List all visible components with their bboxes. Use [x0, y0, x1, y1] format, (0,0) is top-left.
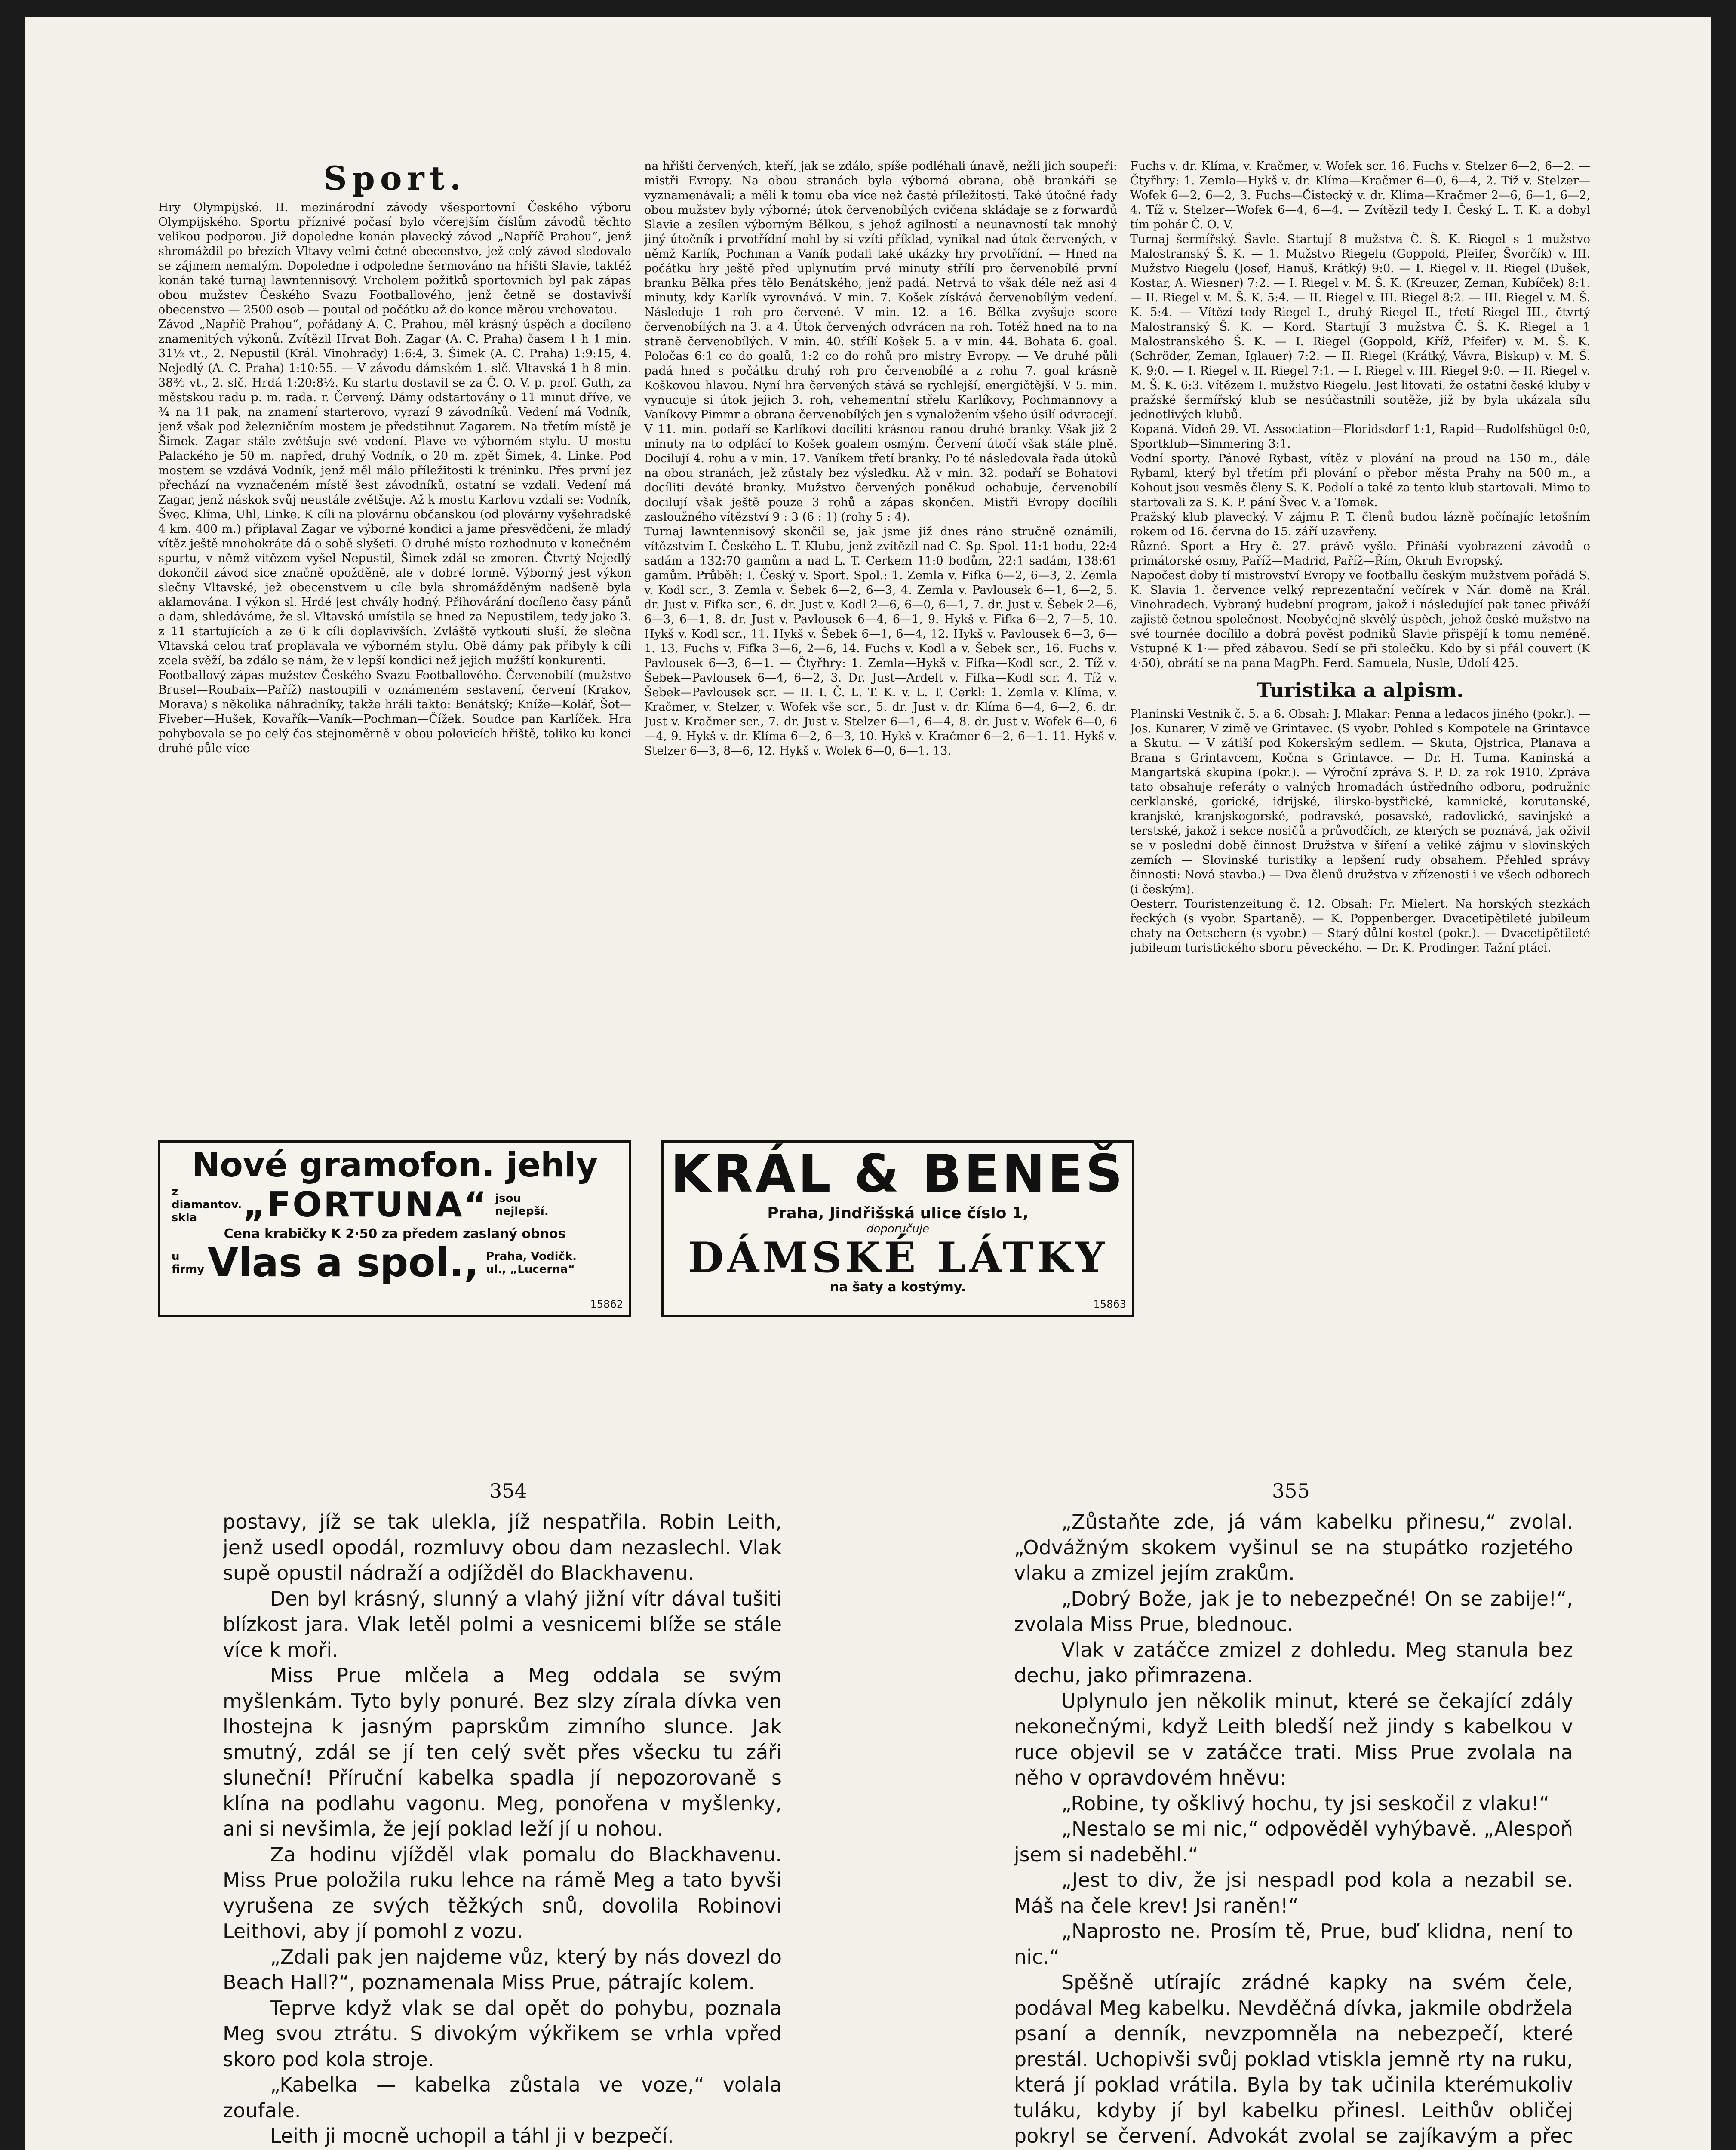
- book-paragraph: Za hodinu vjížděl vlak pomalu do Blackhavenu. Miss Prue položila ruku lehce na rámě Meg a tato byvši vyrušena ze svých těžkých snů, dovolila Robinovi Leithovi, aby jí pomohl z vozu.: [223, 1843, 782, 1943]
- news-paragraph: Fuchs v. dr. Klíma, v. Kračmer, v. Wofek scr. 16. Fuchs v. Stelzer 6—2, 6—2. — Čtyřhry: 1. Zemla—Hykš v. dr. Klíma—Kračmer 6—0, 6—4, 2. Tíž v. Stelzer—Wofek 6—2, 6—2, 3. Fuchs—Čistecký v. dr. Klíma—Kračmer 2—6, 6—1, 6—2, 4. Tíž v. Stelzer—Wofek 6—4, 6—4. — Zvítězil tedy I. Český L. T. K. a dobyl tím pohár Č. O. V.: [1130, 160, 1590, 231]
- ad-gramofon-pre-brand: z diamantov. skla: [172, 1185, 242, 1224]
- book-page-left: [223, 1509, 782, 2150]
- ad-kral-name: KRÁL & BENEŠ: [670, 1144, 1125, 1204]
- sport-heading: Sport.: [323, 159, 467, 197]
- news-paragraph: Turnaj šermířský. Šavle. Startují 8 mužstva Č. Š. K. Riegel s 1 mužstvo Malostranský Š. K. — 1. Mužstvo Riegelu (Goppold, Pfeifer, Švorčík) v. III. Mužstvo Riegelu (Josef, Hanuš, Krátký) 9:0. — I. Riegel v. II. Riegel (Dušek, Kostar, A. Wiesner) 7:2. — I. Riegel v. M. Š. K. (Kreuzer, Zeman, Kubíček) 8:1. — II. Riegel v. M. Š. K. 5:4. — II. Riegel v. III. Riegel 8:2. — III. Riegel v. M. Š. K. 5:4. — Vítězí tedy Riegel I., druhý Riegel II., třetí Riegel III., čtvrtý Malostranský Š. K. — Kord. Startují 3 mužstva Č. Š. K. Riegel a 1 Malostranského Š. K. — I. Riegel (Goppold, Kříž, Pfeifer) v. M. Š. K. (Schröder, Zeman, Iglauer) 7:2. — II. Riegel (Krátký, Vávra, Biskup) v. M. Š. K. 9:0. — I. Riegel v. II. Riegel 7:1. — I. Riegel v. III. Riegel 9:0. — II. Riegel v. M. Š. K. 6:3. Vítězem I. mužstvo Riegelu. Jest litovati, že ostatní české kluby v pražské šermířský klub se nesúčastnili soutěže, již by byla ukázala sílu jednotlivých klubů.: [1130, 233, 1590, 421]
- scanned-page: [25, 17, 1711, 2150]
- book-paragraph: Spěšně utírajíc zrádné kapky na svém čele, podával Meg kabelku. Nevděčná dívka, jakmile obdržela psaní a denník, nevzpomněla na nebezpečí, které prestál. Uchopivši svůj poklad vtiskla jemně rty na ruku, která jí poklad vrátila. Byla by tak učinila kterémukoliv tuláku, kdyby jí byl kabelku přinesl. Leithův obličej pokryl se červení. Advokát zvolal se zajíkavým a přec: [1014, 1971, 1573, 2147]
- news-paragraph: Pražský klub plavecký. V zájmu P. T. členů budou lázně počínajíc letošním rokem od 16. června do 15. září uzavřeny.: [1130, 510, 1590, 538]
- news-paragraph: Vodní sporty. Pánové Rybast, vítěz v plování na proud na 150 m., dále Rybaml, který byl třetím při plování o přebor města Prahy na 500 m., a Kohout jsou vesměs členy S. K. Podolí a také za tento klub startovali. Mimo to startovali za S. K. P. pání Švec V. a Tomek.: [1130, 452, 1590, 509]
- sport-paragraph: Hry Olympijské. II. mezinárodní závody všesportovní Českého výboru Olympijského. Sportu příznivé počasí bylo včerejším číslům závodů těchto velikou podporou. Již dopoledne konán plavecký závod „Napříč Prahou“, jenž shromáždil po březích Vltavy velmi četné obecenstvo, jež celý závod sledovalo se zájmem nemalým. Dopoledne i odpoledne šermováno na hřišti Slavie, taktéž konán také turnaj lawntennisový. Vrcholem požitků sportovních byl pak zápas obou mužstev Českého Svazu Footballového, jenž četně se dostavivší obecenstvo — 2500 osob — poutal od počátku až do konce měrou vrchovatou.: [158, 201, 631, 316]
- ad-gramofon-number: 15862: [590, 1298, 623, 1310]
- turistika-paragraph: Planinski Vestnik č. 5. a 6. Obsah: J. Mlakar: Penna a ledacos jiného (pokr.). — Jos. Kunarer, V zimě ve Grintavec. (S vyobr. Pohled s Kompotele na Grintavce a Skutu. — V zátiší pod Kokerským sedlem. — Skuta, Ojstrica, Planava a Brana s Grintavcem, Kočna s Grintavce. — Dr. H. Tuma. Kaninská a Mangartská skupina (pokr.). — Výroční zpráva S. P. D. za rok 1910. Zpráva tato obsahuje referáty o valných hromadách ústředního odboru, podružnic cerklanské, gorické, idrijské, ilirsko-bystřické, kamnické, korutanské, kranjské, kranjskogorské, podravské, posavské, radovlické, savinjské a terstské, jakož i sekce nosičů a průvodčích, ze kterých se poznává, jak oživil se v poslední době činnost Družstva v šíření a veliké zájmu v slovinských zemích — Slovinské turistiky a lepšení rudy obsahem. Přehled správy činnosti: Nová stavba.) — Dva členů družstva v zřízenosti i ve všech odborech (i českým).: [1130, 707, 1590, 896]
- advertisement-kral-benes: [661, 1140, 1134, 1317]
- football-paragraph: na hřišti červených, kteří, jak se zdálo, spíše podléhali únavě, nežli jich soupeři: mistři Evropy. Na obou stranách byla výborná obrana, obě brankáři se vyznamenávali; a měli k tomu oba více než časté příležitosti. Také útočné řady obou mužstev byly výborné; útok červenobílých cvičena skládaje se z forwardů Slavie a zesílen výborným Bělkou, s jehož agilností a neunavností tak mnohý jiný útočník i prvotřídní mohl by si vzíti příklad, vynikal nad útok červených, v němž Karlík, Pochman a Vaník podali také ukázky hry prvotřídní. — Hned na počátku hry ještě před uplynutím prvé minuty střílí pro červenobílé první branku Bělka přes tělo Benátského, jenž padá. Netrvá to však déle než asi 4 minuty, kdy Karlík vyrovnává. V min. 7. Košek získává červenobílým vedení. Následuje 1 roh pro červené. V min. 12. a 16. Bělka zvyšuje score červenobílých na 3. a 4. Útok červených odvrácen na roh. Totéž hned na to na straně červenobílých. V min. 40. střílí Košek 5. a v min. 44. Bohata 6. goal. Poločas 6:1 co do goalů, 1:2 co do rohů pro mistry Evropy. — Ve druhé půli padá hned s počátku druhý roh pro červenobílé a z rohu 7. goal krásně Koškovou hlavou. Nyní hra červených stává se rychlejší, energičtější. V 5. min. vynucuje si útok jejich 3. roh, vehementní střelu Karlíkovy, Pochmannovy a Vaníkovy Pimmr a obrana červenobílých jen s vynaložením všeho úsilí odvracejí. V 11. min. podaří se Karlíkovi docíliti krásnou ranou druhé branky. Však již 2 minuty na to odplácí to Košek goalem osmým. Červení útočí však stále plně. Docilují 4. rohu a v min. 17. Vaníkem třetí branky. Po té následovala řada útoků na obou stranách, jež zůstaly bez výsledku. Až v min. 32. podaří se Bohatovi docíliti deváté branky. Mužstvo červených poněkud ochabuje, červenobílí docilují však ještě pouze 3 rohů a zápas skončen. Mistři Evropy docílili zasloužného vítězství 9 : 3 (6 : 1) (rohy 5 : 4).: [644, 160, 1117, 524]
- ad-gramofon-firm: Vlas a spol.,: [208, 1240, 479, 1286]
- book-paragraph: Leith ji mocně uchopil a táhl ji v bezpečí.: [270, 2124, 674, 2147]
- turistika-paragraph: Oesterr. Touristenzeitung č. 12. Obsah: Fr. Mielert. Na horských stezkách řeckých (s vyobr. Spartaně). — K. Poppenberger. Dvacetipětileté jubileum chaty na Oetschern (s vyobr.) — Starý důlní kostel (pokr.). — Dvacetipětileté jubileum turistického sboru pěveckého. — Dr. K. Prodinger. Tažní ptáci.: [1130, 897, 1590, 955]
- ad-gramofon-brand: „FORTUNA“: [243, 1185, 489, 1225]
- newspaper-column-1: [158, 159, 631, 1148]
- ad-kral-address: Praha, Jindřišská ulice číslo 1,: [767, 1204, 1029, 1222]
- ad-gramofon-firm-prefix: u firmy: [172, 1250, 205, 1276]
- ad-gramofon-post-brand: jsou nejlepší.: [495, 1192, 549, 1218]
- news-paragraph: Různé. Sport a Hry č. 27. právě vyšlo. Přináší vyobrazení závodů o primátorské osmy, Paříž—Madrid, Paříž—Řím, Okruh Evropský.: [1130, 540, 1590, 568]
- book-paragraph: Den byl krásný, slunný a vlahý jižní vítr dával tušiti blízkost jara. Vlak letěl polmi a vesnicemi blíže se stále více k moři.: [223, 1587, 782, 1662]
- ad-gramofon-firm-row: [160, 1241, 629, 1284]
- page-number-right: 355: [1272, 1479, 1310, 1502]
- ad-kral-note: na šaty a kostýmy.: [830, 1280, 966, 1295]
- book-paragraph: postavy, jíž se tak ulekla, jíž nespatřila. Robin Leith, jenž usedl opodál, rozmluvy obou dam nezaslechl. Vlak supě opustil nádraží a odjížděl do Blackhavenu.: [223, 1510, 782, 1585]
- news-paragraph: Napočest doby tí mistrovství Evropy ve footballu českým mužstvem pořádá S. K. Slavia 1. července velký reprezentační večírek v Nár. domě na Král. Vinohradech. Vybraný hudební program, jakož i následující pak tanec přiváží zajistě četnou společnost. Neobyčejně skvělý úspěch, jehož české mužstvo na své tournée docílilo a dobrá pověst podniků Slavie přispějí k tomu neméně. Vstupné K 1·— před zábavou. Sedí se při stolečku. Kdo by si přál couvert (K 4·50), obrátí se na pana MagPh. Ferd. Samuela, Nusle, Údolí 425.: [1130, 569, 1590, 670]
- book-paragraph: Teprve když vlak se dal opět do pohybu, poznala Meg svou ztrátu. S divokým výkřikem se vrhla vpřed skoro pod kola stroje.: [223, 1996, 782, 2071]
- book-page-right: [1014, 1509, 1573, 2150]
- sport-paragraph: Footballový zápas mužstev Českého Svazu Footballového. Červenobílí (mužstvo Brusel—Roubaix—Paříž) nastoupili v oznámeném sestavení, červení (Krakov, Morava) s několika náhradníky, takže hráli takto: Benátský; Kníže—Kolář, Šot—Fiveber—Hušek, Kovařík—Vaník—Pochman—Čížek. Soudce pan Karlíček. Hra pohybovala se po celý čas stejnoměrně v obou polovicích hřiště, toliko ku konci druhé půle více: [158, 669, 631, 755]
- tennis-paragraph: Turnaj lawntennisový skončil se, jak jsme již dnes ráno stručně oznámili, vítězstvím I. Českého L. T. Klubu, jenž zvítězil nad C. Sp. Spol. 11:1 bodu, 22:4 sadám a 132:70 gamům a nad L. T. Cerkem 11:0 bodům, 22:1 sadám, 138:61 gamům. Průběh: I. Český v. Sport. Spol.: 1. Zemla v. Fifka 6—2, 6—3, 2. Zemla v. Kodl scr., 3. Zemla v. Šebek 6—2, 6—3, 4. Zemla v. Pavlousek 6—1, 6—2, 5. dr. Just v. Fifka scr., 6. dr. Just v. Kodl 2—6, 6—0, 6—1, 7. dr. Just v. Šebek 2—6, 6—3, 6—1, 8. dr. Just v. Pavlousek 6—4, 6—1, 9. Hykš v. Fifka 6—2, 7—5, 10. Hykš v. Kodl scr., 11. Hykš v. Šebek 6—1, 6—4, 12. Hykš v. Pavlousek 6—3, 6—1. 13. Fuchs v. Fifka 3—6, 2—6, 14. Fuchs v. Kodl a v. Šebek scr., 16. Fuchs v. Pavlousek 6—3, 6—1. — Čtyřhry: 1. Zemla—Hykš v. Fifka—Kodl scr., 2. Tíž v. Šebek—Pavlousek 6—4, 6—2, 3. Dr. Just—Ardelt v. Fifka—Kodl scr. 4. Tíž v. Šebek—Pavlousek scr. — II. I. Č. L. T. K. v. L. T. Cerkl: 1. Zemla v. Klíma, v. Kračmer, v. Stelzer, v. Wofek vše scr., 5. dr. Just v. dr. Klíma 6—4, 6—2, 6. dr. Just v. Kračmer scr., 7. dr. Just v. Stelzer 6—1, 6—4, 8. dr. Just v. Wofek 6—0, 6—4, 9. Hykš v. dr. Klíma 6—2, 6—3, 10. Hykš v. Kračmer 6—2, 6—1. 11. Hykš v. Stelzer 6—3, 8—6, 12. Hykš v. Wofek 6—0, 6—1. 13.: [644, 525, 1117, 758]
- ad-gramofon-address: Praha, Vodičk. ul., „Lucerna“: [485, 1250, 577, 1276]
- ad-kral-number: 15863: [1093, 1298, 1126, 1310]
- book-paragraph: „Nestalo se mi nic,“ odpověděl vyhýbavě. „Alespoň jsem si nadeběhl.“: [1014, 1817, 1573, 1866]
- book-paragraph: „Zdali pak jen najdeme vůz, který by nás dovezl do Beach Hall?“, poznamenala Miss Prue, pátrajíc kolem.: [223, 1945, 782, 1994]
- book-paragraph: „Jest to div, že jsi nespadl pod kola a nezabil se. Máš na čele krev! Jsi raněn!“: [1014, 1868, 1573, 1917]
- book-paragraph: „Dobrý Bože, jak je to nebezpečné! On se zabije!“, zvolala Miss Prue, blednouc.: [1014, 1587, 1573, 1636]
- page-number-left: 354: [489, 1479, 527, 1502]
- ad-gramofon-title: Nové gramofon. jehly: [191, 1146, 598, 1185]
- ad-kral-recommends: doporučuje: [866, 1222, 929, 1235]
- advertisement-gramofon: [158, 1140, 631, 1317]
- turistika-heading: Turistika a alpism.: [1257, 679, 1464, 702]
- sport-paragraph: Závod „Napříč Prahou“, pořádaný A. C. Prahou, měl krásný úspěch a docíleno znamenitých výkonů. Zvítězil Hrvat Boh. Zagar (A. C. Praha) časem 1 h 1 min. 31½ vt., 2. Nepustil (Král. Vinohrady) 1:6:4, 3. Šimek (A. C. Praha) 1:9:15, 4. Nejedlý (A. C. Praha) 1:10:55. — V závodu dámském 1. slč. Vltavská 1 h 8 min. 38⅗ vt., 2. slč. Hrdá 1:20:8½. Ku startu dostavil se za Č. O. V. p. prof. Guth, za městskou radu p. m. rada. r. Červený. Dámy odstartovány o 11 minut dříve, ve ¾ na 11 pak, na znamení starterovo, vyrazí 9 závodníků. Vedení má Vodník, jenž však pod železničním mostem je předstihnut Zagarem. Na třetím místě je Šimek. Zagar stále zvětšuje své vedení. Plave ve výborném stylu. U mostu Palackého je 50 m. napřed, druhý Vodník, o 20 m. zpět Šimek, 4. Linke. Pod mostem se vzdává Vodník, jenž měl málo příležitosti k tréninku. Přes první jez přechází na vyznačeném místě šest závodníků, ostatní se vzdali. Vedení má Zagar, jenž náskok svůj neustále zvětšuje. Až k mostu Karlovu vzdali se: Vodník, Švec, Klíma, Uhl, Linke. K cíli na plovárnu občanskou (od plovárny vyšehradské 4 km. 400 m.) připlaval Zagar ve výborné kondici a jame přesvědčeni, že mladý vítěz ještě mnohokráte dá o sobě slyšeti. O druhé místo rozhodnuto v konečném spurtu, v němž vítězem vyšel Nepustil, Šimek zdál se zmoren. Čtvrtý Nejedlý dokončil závod sice značně opožděně, ale v dobré formě. Výborný jest výkon slečny Vltavské, jež obecenstvem u cíle byla shromážděným nadšeně byla aklamována. I výkon sl. Hrdé jest chvály hodný. Přihovárání docíleno časy pánů a dam, shledáváme, že sl. Vltavská umístila se hned za Nepustilem, tedy jako 3. z 11 startujících a ze 6 k cíli doplavivších. Zvláště vytkouti sluší, že slečna Vltavská celou trať proplavala ve výborném stylu. Obě dámy pak přibyly k cíli zcela svěží, ba zdálo se nám, že v lepší kondici než jejich mužští konkurenti.: [158, 318, 631, 667]
- ad-kral-product: DÁMSKÉ LÁTKY: [688, 1233, 1108, 1282]
- book-paragraph: „Robine, ty ošklivý hochu, ty jsi seskočil z vlaku!“: [1061, 1791, 1549, 1815]
- book-paragraph: Uplynulo jen několik minut, které se čekající zdály nekonečnými, když Leith bledší než jindy s kabelkou v ruce objevil se v zatáčce trati. Miss Prue zvolala na něho v opravdovém hněvu:: [1014, 1689, 1573, 1789]
- news-paragraph: Kopaná. Vídeň 29. VI. Association—Floridsdorf 1:1, Rapid—Rudolfshügel 0:0, Sportklub—Simmering 3:1.: [1130, 423, 1590, 451]
- book-paragraph: „Naprosto ne. Prosím tě, Prue, buď klidna, není to nic.“: [1014, 1920, 1573, 1969]
- book-paragraph: „Kabelka — kabelka zůstala ve voze,“ volala zoufale.: [223, 2073, 782, 2122]
- ad-gramofon-price: Cena krabičky K 2·50 za předem zaslaný obnos: [224, 1226, 566, 1241]
- book-paragraph: „Zůstaňte zde, já vám kabelku přinesu,“ zvolal. „Odvážným skokem vyšinul se na stupátko rozjetého vlaku a zmizel jejím zrakům.: [1014, 1510, 1573, 1585]
- book-paragraph: Miss Prue mlčela a Meg oddala se svým myšlenkám. Tyto byly ponuré. Bez slzy zírala dívka ven lhostejna k jasným paprskům zimního slunce. Jak smutný, zdál se jí ten celý svět přes všecku tu záři sluneční! Příruční kabelka spadla jí nepozorovaně s klína na podlahu vagonu. Meg, ponořena v myšlenky, ani si nevšimla, že její poklad leží jí u nohou.: [223, 1664, 782, 1840]
- newspaper-column-3: [1130, 159, 1590, 1320]
- book-paragraph: Vlak v zatáčce zmizel z dohledu. Meg stanula bez dechu, jako přimrazena.: [1014, 1638, 1573, 1687]
- newspaper-column-2: [644, 159, 1117, 1144]
- ad-gramofon-brand-row: [160, 1185, 629, 1225]
